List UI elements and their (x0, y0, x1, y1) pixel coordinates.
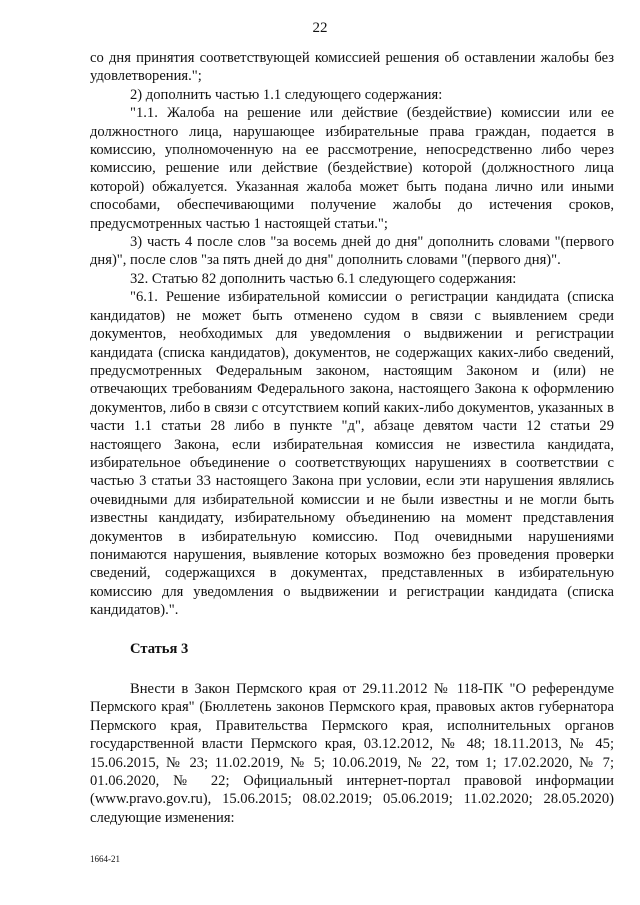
document-body (90, 49, 614, 827)
article-paragraph: Внести в Закон Пермского края от 29.11.2012 № 118-ПК "О референдуме Пермского края" (Бюллетень законов Пермского края, правовых актов губернатора Пермского края, Правительства Пермского края, исполнительных органов государственной власти Пермского края, 03.12.2012, № 48; 18.11.2013, № 45; 15.06.2015, № 23; 11.02.2019, № 5; 10.06.2019, № 22, том 1; 17.02.2020, № 7; 01.06.2020, № 22; Официальный интернет-портал правовой информации (www.pravo.gov.ru), 15.06.2015; 08.02.2019; 05.06.2019; 11.02.2020; 28.05.2020) следующие изменения: (90, 681, 614, 826)
article-heading: Статья 3 (130, 640, 189, 657)
paragraph: 2) дополнить частью 1.1 следующего содержания: (130, 86, 443, 103)
paragraph: 3) часть 4 после слов "за восемь дней до дня" дополнить словами "(первого дня)", после слов "за пять дней до дня" дополнить словами "(первого дня)". (90, 234, 614, 269)
paragraph: 32. Статью 82 дополнить частью 6.1 следующего содержания: (130, 270, 517, 287)
footer-code: 1664-21 (90, 854, 120, 864)
paragraph: "6.1. Решение избирательной комиссии о регистрации кандидата (списка кандидатов) не может быть отменено судом в связи с выявлением среди документов, необходимых для уведомления о выдвижении и регистрации кандидата (списка кандидатов), документов, не содержащих каких-либо сведений, предусмотренных Федеральным законом, настоящим Законом и (или) не отвечающих требованиям Федерального закона, настоящего Закона к оформлению документов, либо в связи с отсутствием копий каких-либо документов, указанных в части 1.1 статьи 28 либо в пункте "д", абзаце девятом части 12 статьи 29 настоящего Закона, если избирательная комиссия не известила кандидата, избирательное объединение о соответствующих нарушениях в соответствии с частью 3 статьи 33 настоящего Закона при условии, если эти нарушения являлись очевидными для избирательной комиссии и не были известны и не могли быть известны кандидату, избирательному объединению на момент представления документов в избирательную комиссию. Под очевидными нарушениями понимаются нарушения, выявление которых возможно без проведения проверки сведений, содержащихся в документах, представленных в избирательную комиссию для уведомления о выдвижении и регистрации кандидата (списка кандидатов).". (90, 289, 614, 619)
paragraph: со дня принятия соответствующей комиссией решения об оставлении жалобы без удовлетворения."; (90, 50, 614, 85)
paragraph: "1.1. Жалоба на решение или действие (бездействие) комиссии или ее должностного лица, нарушающее избирательные права граждан, подается в комиссию, уполномоченную на ее рассмотрение, непосредственно либо через комиссию, решение или действие (бездействие) которой (должностного лица которой) обжалуется. Указанная жалоба может быть подана лично или иными способами, обеспечивающими получение жалобы до истечения сроков, предусмотренных частью 1 настоящей статьи."; (90, 105, 614, 232)
page-number: 22 (312, 20, 328, 36)
